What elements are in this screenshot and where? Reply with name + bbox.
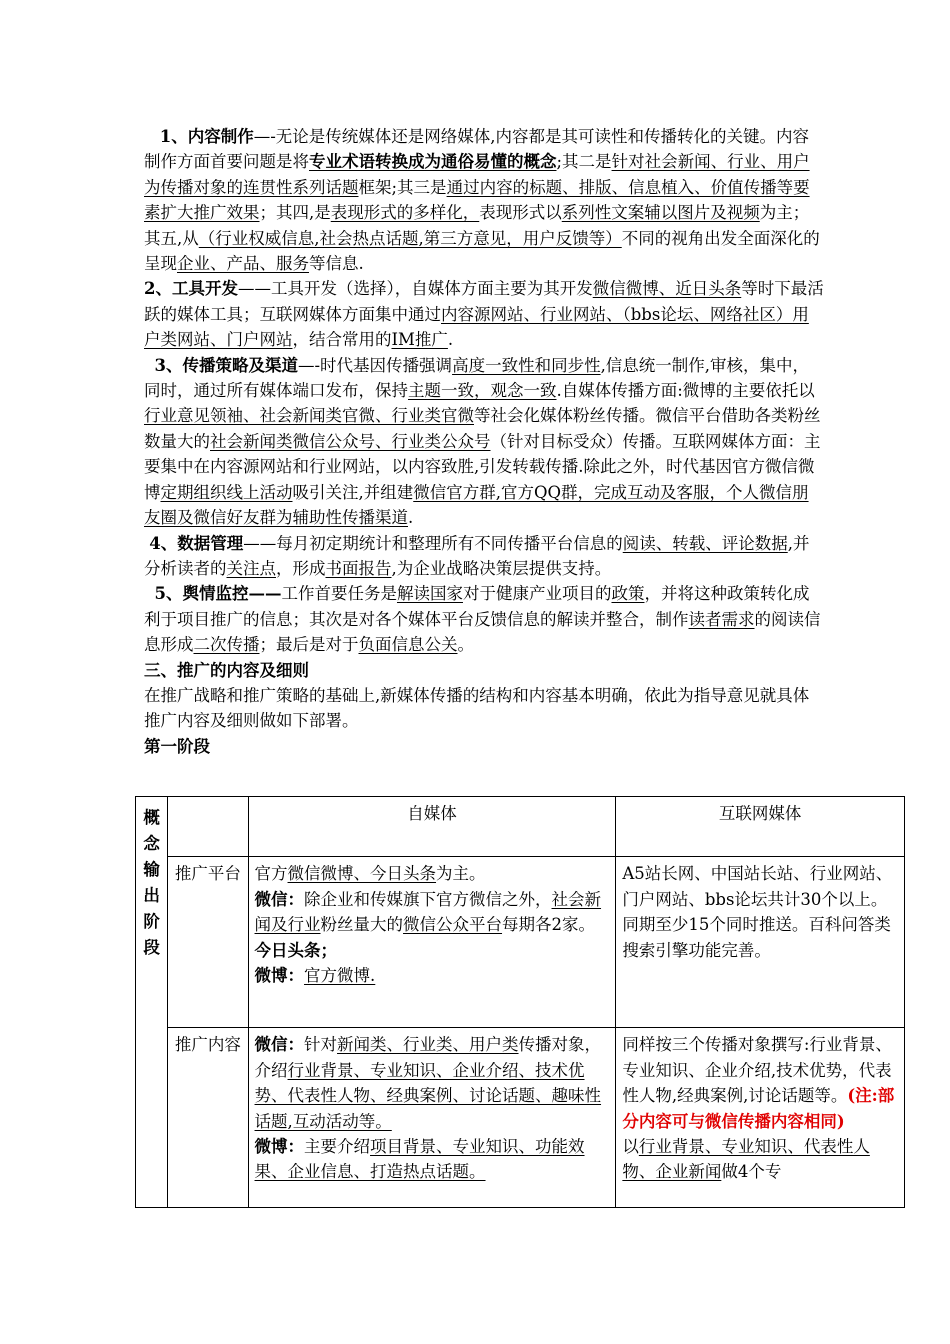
promotion-table [135, 796, 905, 1208]
cell-self-content: 微信：针对新闻类、行业类、用户类传播对象，介绍行业背景、专业知识、企业介绍、技术优势、代表性人物、经典案例、讨论话题、趣味性话题,互动活动等。 微博：主要介绍项目背景、专业知识、功能效果、企业信息、打造热点话题。 [248, 1028, 616, 1208]
empty-header-cell [168, 797, 248, 857]
stage-label-cell [136, 797, 168, 1208]
document-body [144, 124, 824, 759]
cell-web-content: 同样按三个传播对象撰写:行业背景、专业知识、企业介绍,技术优势，代表性人物,经典案例,讨论话题等。(注:部分内容可与微信传播内容相同) 以行业背景、专业知识、代表性人物、企业新闻做4个专 [616, 1028, 905, 1208]
section-title: 数据管理 [177, 533, 244, 553]
section-title: 内容制作 [187, 127, 254, 146]
header-self-media: 自媒体 [248, 797, 616, 857]
paragraph-content-production: 1、内容制作—-无论是传统媒体还是网络媒体,内容都是其可读性和传播转化的关键。内容制作方面首要问题是将专业术语转换成为通俗易懂的概念;其二是针对社会新闻、行业、用户为传播对象的连贯性系列话题框架;其三是通过内容的标题、排版、信息植入、价值传播等要素扩大推广效果；其四,是表现形式的多样化，表现形式以系列性文案辅以图片及视频为主；其五,从（行业权威信息,社会热点话题,第三方意见，用户反馈等）不同的视角出发全面深化的呈现企业、产品、服务等信息. [144, 127, 820, 274]
section-title: 工具开发 [171, 279, 238, 299]
heading-section-three: 三、推广的内容及细则 [144, 660, 309, 680]
row-label-content: 推广内容 [168, 1028, 248, 1208]
stage-label: 概 念 输 出 阶 段 [143, 808, 160, 957]
table-row [136, 1028, 905, 1208]
intro-paragraph: 在推广战略和推广策略的基础上,新媒体传播的结构和内容基本明确，依此为指导意见就具体推广内容及细则做如下部署。 [144, 685, 810, 731]
section-title: 舆情监控—— [182, 584, 282, 604]
cell-web-platform: A5站长网、中国站长站、行业网站、门户网站、bbs论坛共计30个以上。同期至少15个同时推送。百科问答类搜索引擎功能完善。 [616, 857, 905, 1028]
paragraph-strategy-channels: 3、传播策略及渠道—-时代基因传播强调高度一致性和同步性,信息统一制作,审核，集中，同时，通过所有媒体端口发布，保持主题一致，观念一致.自媒体传播方面:微博的主要依托以行业意见领袖、社会新闻类官微、行业类官微等社会化媒体粉丝传播。微信平台借助各类粉丝数量大的社会新闻类微信公众号、行业类公众号（针对目标受众）传播。互联网媒体方面：主要集中在内容源网站和行业网站，以内容致胜,引发转载传播.除此之外，时代基因官方微信微博定期组织线上活动吸引关注,并组建微信官方群,官方QQ群，完成互动及客服，个人微信朋友圈及微信好友群为辅助性传播渠道. [144, 355, 821, 528]
cell-self-platform: 官方微信微博、今日头条为主。 微信：除企业和传媒旗下官方微信之外，社会新闻及行业粉丝量大的微信公众平台每期各2家。 今日头条； 微博：官方微博. [248, 857, 616, 1028]
paragraph-tool-development: 2、工具开发——工具开发（选择），自媒体方面主要为其开发微信微博、近日头条等时下最活跃的媒体工具；互联网媒体方面集中通过内容源网站、行业网站、（bbs论坛、网络社区）用户类网站、门户网站，结合常用的IM推广. [144, 279, 824, 350]
paragraph-opinion-monitoring: 5、舆情监控——工作首要任务是解读国家对于健康产业项目的政策，并将这种政策转化成利于项目推广的信息；其次是对各个媒体平台反馈信息的解读并整合，制作读者需求的阅读信息形成二次传播；最后是对于负面信息公关。 [144, 584, 821, 655]
section-title: 传播策略及渠道 [182, 355, 298, 375]
header-internet-media: 互联网媒体 [616, 797, 905, 857]
table-row [136, 857, 905, 1028]
stage-heading: 第一阶段 [144, 736, 210, 756]
note-highlight: (注:部分内容可与微信传播内容相同) [622, 1086, 895, 1131]
row-label-platform: 推广平台 [168, 857, 248, 1028]
paragraph-data-management: 4、数据管理——每月初定期统计和整理所有不同传播平台信息的阅读、转载、评论数据,并分析读者的关注点，形成书面报告,为企业战略决策层提供支持。 [144, 533, 810, 578]
table-row [136, 797, 905, 857]
